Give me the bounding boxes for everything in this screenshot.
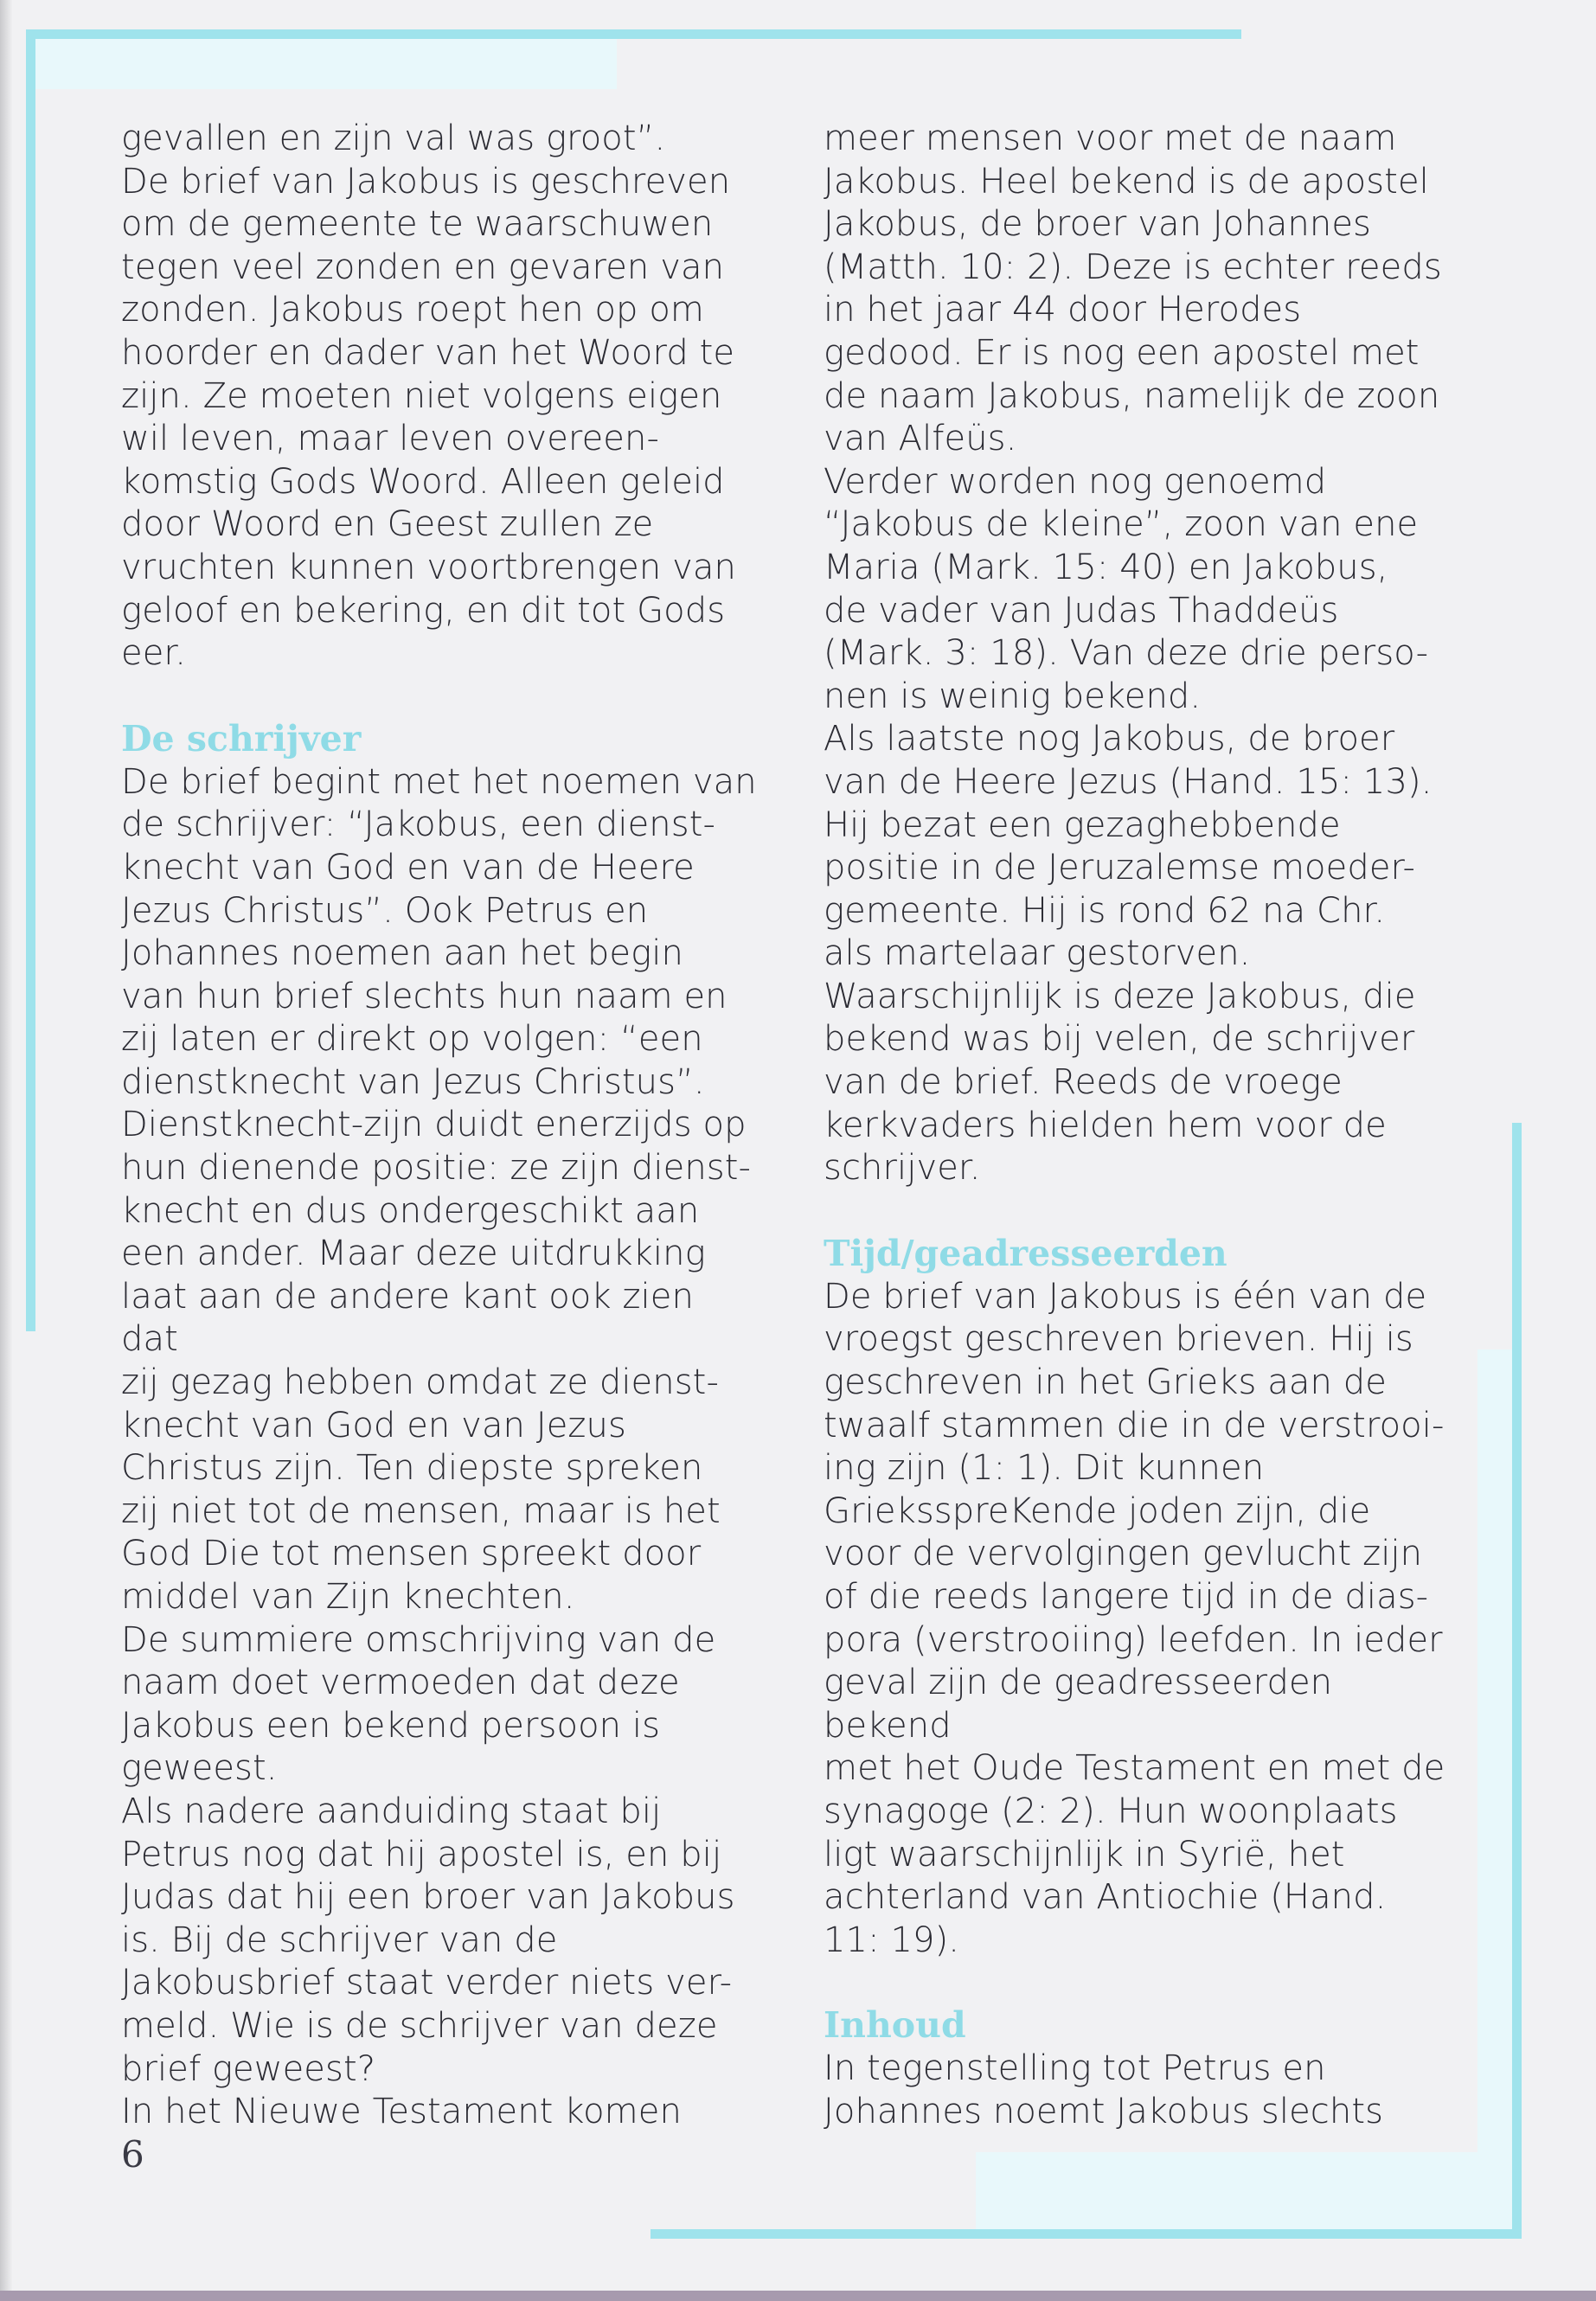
left-column (121, 118, 761, 2134)
right-paragraph-tijd: De brief van Jakobus is één van de vroegst geschreven brieven. Hij is geschreven in het Grieks aan de twaalf stammen die in de verstrooi- ing zijn (1: 1). Dit kunnen GrieksspreKende joden zijn, die voor de vervolgingen gevlucht zijn of die reeds langere tijd in de dias- pora (verstrooiing) leefden. In ieder geval zijn de geadresseerden bekend met het Oude Testament en met de synagoge (2: 2). Hun woonplaats ligt waarschijnlijk in Syrië, het achterland van Antiochie (Hand. 11: 19). (824, 1276, 1445, 1960)
heading-tijd-geadresseerden: Tijd/geadresseerden (824, 1232, 1227, 1274)
right-paragraph-inhoud: In tegenstelling tot Petrus en Johannes noemt Jakobus slechts (824, 2048, 1384, 2131)
left-paragraph-schrijver: De brief begint met het noemen van de schrijver: “Jakobus, een dienst- knecht van God en van de Heere Jezus Christus”. Ook Petrus en Johannes noemen aan het begin van hun brief slechts hun naam en zij laten er direkt op volgen: “een dienstknecht van Jezus Christus”. Dienstknecht-zijn duidt enerzijds op hun dienende positie: ze zijn dienst- knecht en dus ondergeschikt aan een ander. Maar deze uitdrukking laat aan de andere kant ook zien dat zij gezag hebben omdat ze dienst- knecht van God en van Jezus Christus zijn. Ten diepste spreken zij niet tot de mensen, maar is het God Die tot mensen spreekt door middel van Zijn knechten. De summiere omschrijving van de naam doet vermoeden dat deze Jakobus een bekend persoon is geweest. Als nadere aanduiding staat bij Petrus nog dat hij apostel is, en bij Judas dat hij een broer van Jakobus is. Bij de schrijver van de Jakobusbrief staat verder niets ver- meld. Wie is de schrijver van deze brief geweest? In het Nieuwe Testament komen (121, 761, 757, 2132)
heading-de-schrijver: De schrijver (121, 717, 362, 760)
frame-line-right (1512, 1123, 1522, 2239)
page-number: 6 (121, 2133, 144, 2176)
frame-line-left (26, 29, 35, 1331)
decorative-panel-right (1477, 1349, 1512, 2229)
heading-inhoud: Inhoud (824, 2004, 966, 2047)
page-edge-shadow (0, 0, 12, 2301)
left-paragraph-intro: gevallen en zijn val was groot”. De brief van Jakobus is geschreven om de gemeente te waarschuwen tegen veel zonden en gevaren van zonden. Jakobus roept hen op om hoorder en dader van het Woord te zijn. Ze moeten niet volgens eigen wil leven, maar leven overeen- komstig Gods Woord. Alleen geleid door Woord en Geest zullen ze vruchten kunnen voortbrengen van geloof en bekering, en dit tot Gods eer. (121, 119, 736, 674)
right-paragraph-jakobus: meer mensen voor met de naam Jakobus. Heel bekend is de apostel Jakobus, de broer van Johannes (Matth. 10: 2). Deze is echter reeds in het jaar 44 door Herodes gedood. Er is nog een apostel met de naam Jakobus, namelijk de zoon van Alfeüs. Verder worden nog genoemd “Jakobus de kleine”, zoon van ene Maria (Mark. 15: 40) en Jakobus, de vader van Judas Thaddeüs (Mark. 3: 18). Van deze drie perso- nen is weinig bekend. Als laatste nog Jakobus, de broer van de Heere Jezus (Hand. 15: 13). Hij bezat een gezaghebbende positie in de Jeruzalemse moeder- gemeente. Hij is rond 62 na Chr. als martelaar gestorven. Waarschijnlijk is deze Jakobus, die bekend was bij velen, de schrijver van de brief. Reeds de vroege kerkvaders hielden hem voor de schrijver. (824, 119, 1442, 1189)
decorative-panel-bottom (976, 2152, 1512, 2229)
decorative-panel-top (35, 39, 617, 89)
bottom-edge-strip (0, 2291, 1596, 2301)
frame-line-bottom (651, 2229, 1522, 2239)
frame-line-top (26, 29, 1241, 39)
right-column (824, 118, 1464, 2134)
